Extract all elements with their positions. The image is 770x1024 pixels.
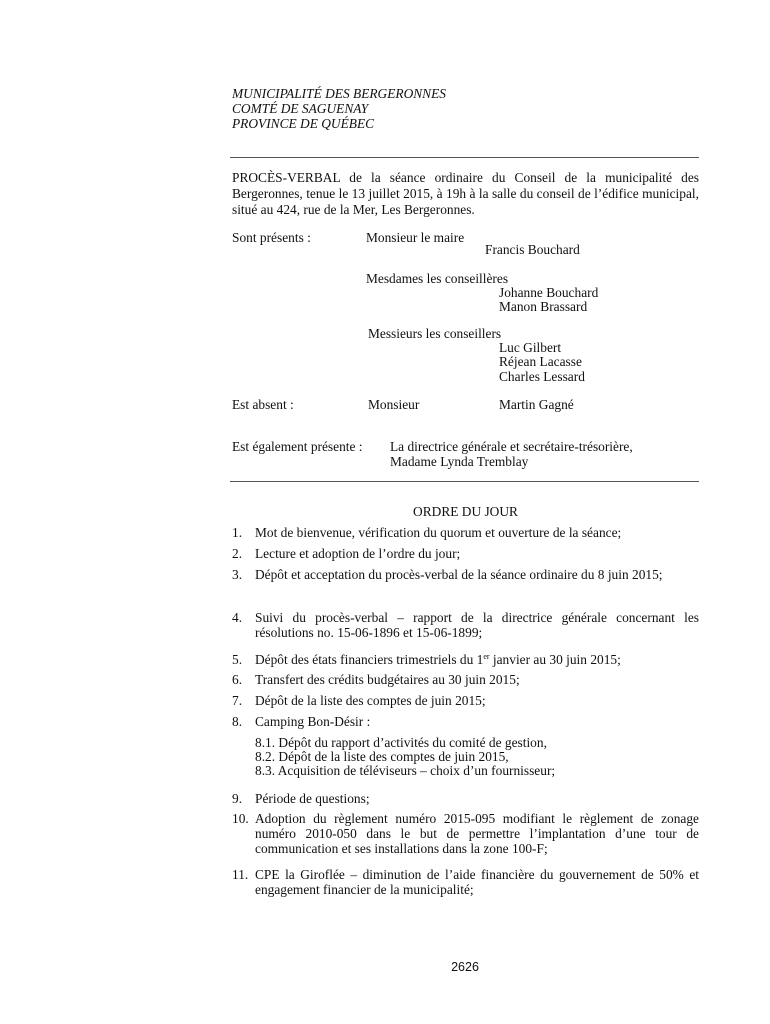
- agenda-subitem: 8.3. Acquisition de téléviseurs – choix d’un fournisseur;: [255, 763, 556, 778]
- agenda-item-text: Suivi du procès-verbal – rapport de la directrice générale concernant les résolutions no. 15-06-1896 et 15-06-1899;: [255, 610, 699, 640]
- agenda-item-text: CPE la Giroflée – diminution de l’aide financière du gouvernement de 50% et engagement financier de la municipalité;: [255, 867, 699, 897]
- agenda-item-text: Adoption du règlement numéro 2015-095 modifiant le règlement de zonage numéro 2010-050 dans le but de permettre l’implantation d’une tour de communication et ses installations dans la zone 100-F;: [255, 811, 699, 856]
- agenda-item: [232, 525, 699, 540]
- ordinal-superscript: er: [483, 652, 490, 661]
- director-title: La directrice générale et secrétaire-trésorière,: [390, 439, 633, 454]
- agenda-item: [232, 867, 699, 897]
- councillor-man-3: Charles Lessard: [499, 369, 585, 384]
- agenda-item: [232, 546, 699, 561]
- agenda-item-number: 7.: [232, 693, 243, 708]
- header-line-county: COMTÉ DE SAGUENAY: [232, 101, 369, 116]
- agenda-item: [232, 672, 699, 687]
- agenda-item-text: Période de questions;: [255, 791, 370, 806]
- agenda-item-text: Transfert des crédits budgétaires au 30 juin 2015;: [255, 672, 520, 687]
- absent-title: Monsieur: [368, 397, 420, 412]
- agenda-item: [232, 610, 699, 640]
- agenda-item-number: 1.: [232, 525, 243, 540]
- agenda-item-text-part: Dépôt des états financiers trimestriels du 1: [255, 652, 484, 667]
- present-label: Sont présents :: [232, 230, 311, 245]
- header-line-municipality: MUNICIPALITÉ DES BERGERONNES: [232, 86, 446, 101]
- page-number: 2626: [451, 960, 479, 974]
- agenda-item: [232, 567, 699, 582]
- agenda-item-number: 6.: [232, 672, 243, 687]
- also-present-label: Est également présente :: [232, 439, 363, 454]
- councillor-man-2: Réjean Lacasse: [499, 354, 582, 369]
- councillors-women-title: Mesdames les conseillères: [366, 271, 509, 286]
- agenda-subitem: 8.1. Dépôt du rapport d’activités du comité de gestion,: [255, 735, 547, 750]
- header-line-province: PROVINCE DE QUÉBEC: [232, 116, 375, 131]
- agenda-item: [232, 693, 699, 708]
- agenda-item-text: [255, 652, 699, 667]
- councillor-man-1: Luc Gilbert: [499, 340, 562, 355]
- agenda-title: ORDRE DU JOUR: [413, 504, 518, 519]
- absent-label: Est absent :: [232, 397, 294, 412]
- agenda-item-text: Dépôt et acceptation du procès-verbal de la séance ordinaire du 8 juin 2015;: [255, 567, 663, 582]
- agenda-item-number: 5.: [232, 652, 243, 667]
- agenda-item-text: Camping Bon-Désir :: [255, 714, 371, 729]
- agenda-divider: [230, 481, 699, 482]
- agenda-item: [232, 811, 699, 856]
- director-name: Madame Lynda Tremblay: [390, 454, 529, 469]
- minutes-intro-paragraph: PROCÈS-VERBAL de la séance ordinaire du Conseil de la municipalité des Bergeronnes, tenue le 13 juillet 2015, à 19h à la salle du conseil de l’édifice municipal, situé au 424, rue de la Mer, Les Bergeronnes.: [232, 170, 699, 217]
- councillor-woman-2: Manon Brassard: [499, 299, 588, 314]
- agenda-subitem: 8.2. Dépôt de la liste des comptes de juin 2015,: [255, 749, 509, 764]
- agenda-item-number: 8.: [232, 714, 243, 729]
- mayor-title: Monsieur le maire: [366, 230, 465, 245]
- agenda-item: [232, 652, 699, 667]
- councillors-men-title: Messieurs les conseillers: [368, 326, 502, 341]
- agenda-item-number: 11.: [232, 867, 249, 882]
- agenda-item-number: 3.: [232, 567, 243, 582]
- agenda-item-number: 4.: [232, 610, 243, 625]
- municipality-header: [232, 86, 446, 131]
- agenda-item-number: 2.: [232, 546, 243, 561]
- agenda-item: [232, 791, 699, 806]
- agenda-item-number: 9.: [232, 791, 243, 806]
- agenda-item-text: Dépôt de la liste des comptes de juin 2015;: [255, 693, 486, 708]
- agenda-item-text: Lecture et adoption de l’ordre du jour;: [255, 546, 461, 561]
- agenda-item-text: Mot de bienvenue, vérification du quorum et ouverture de la séance;: [255, 525, 622, 540]
- top-divider: [230, 157, 699, 158]
- absent-name: Martin Gagné: [499, 397, 574, 412]
- agenda-item-text-part: janvier au 30 juin 2015;: [489, 652, 621, 667]
- mayor-name: Francis Bouchard: [485, 242, 580, 257]
- agenda-item: [232, 714, 699, 729]
- agenda-item-number: 10.: [232, 811, 249, 826]
- councillor-woman-1: Johanne Bouchard: [499, 285, 599, 300]
